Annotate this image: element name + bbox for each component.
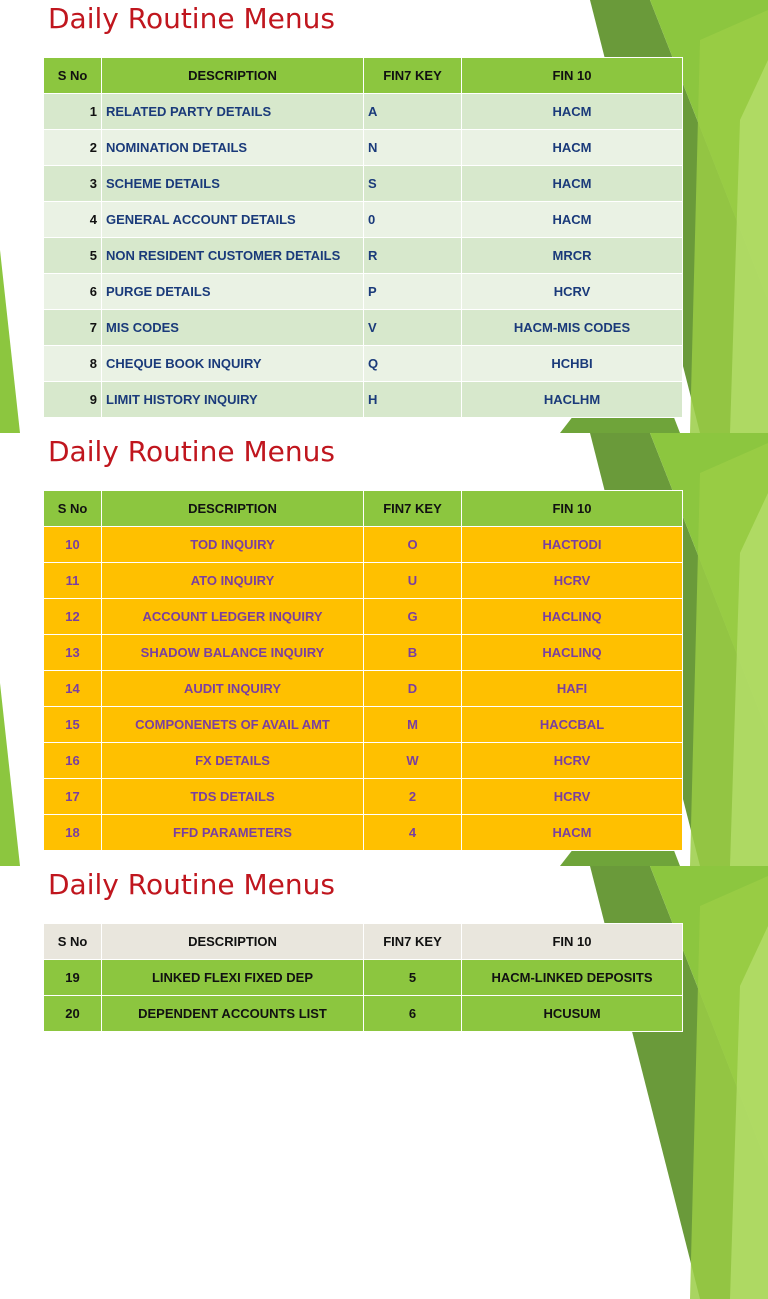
cell-fin10: MRCR bbox=[462, 238, 683, 274]
cell-fin7-key: 2 bbox=[364, 779, 462, 815]
table-row bbox=[44, 238, 683, 274]
table-row bbox=[44, 707, 683, 743]
cell-fin10: HCRV bbox=[462, 274, 683, 310]
table-row bbox=[44, 202, 683, 238]
table-row bbox=[44, 94, 683, 130]
header-sno: S No bbox=[44, 924, 102, 960]
cell-fin7-key: P bbox=[364, 274, 462, 310]
cell-fin10: HACM bbox=[462, 130, 683, 166]
cell-sno: 13 bbox=[44, 635, 102, 671]
cell-description: PURGE DETAILS bbox=[102, 274, 364, 310]
cell-description: ATO INQUIRY bbox=[102, 563, 364, 599]
cell-description: AUDIT INQUIRY bbox=[102, 671, 364, 707]
cell-fin7-key: 0 bbox=[364, 202, 462, 238]
cell-description: TDS DETAILS bbox=[102, 779, 364, 815]
header-sno: S No bbox=[44, 491, 102, 527]
cell-fin7-key: B bbox=[364, 635, 462, 671]
routine-menu-table bbox=[43, 490, 683, 851]
cell-fin10: HCRV bbox=[462, 779, 683, 815]
table-row bbox=[44, 960, 683, 996]
cell-fin10: HCUSUM bbox=[462, 996, 683, 1032]
cell-fin7-key: D bbox=[364, 671, 462, 707]
slide-title: Daily Routine Menus bbox=[48, 435, 335, 468]
cell-sno: 10 bbox=[44, 527, 102, 563]
cell-description: SCHEME DETAILS bbox=[102, 166, 364, 202]
slide-2 bbox=[0, 433, 768, 866]
cell-fin7-key: A bbox=[364, 94, 462, 130]
cell-fin10: HCRV bbox=[462, 743, 683, 779]
cell-fin10: HACM bbox=[462, 815, 683, 851]
cell-fin10: HACM bbox=[462, 202, 683, 238]
header-fin7-key: FIN7 KEY bbox=[364, 924, 462, 960]
cell-fin10: HACLHM bbox=[462, 382, 683, 418]
cell-sno: 5 bbox=[44, 238, 102, 274]
cell-fin7-key: V bbox=[364, 310, 462, 346]
cell-fin7-key: 6 bbox=[364, 996, 462, 1032]
cell-fin10: HACM bbox=[462, 94, 683, 130]
cell-fin7-key: U bbox=[364, 563, 462, 599]
cell-sno: 16 bbox=[44, 743, 102, 779]
cell-fin7-key: W bbox=[364, 743, 462, 779]
cell-fin10: HACM-MIS CODES bbox=[462, 310, 683, 346]
table-row bbox=[44, 563, 683, 599]
cell-description: RELATED PARTY DETAILS bbox=[102, 94, 364, 130]
cell-description: FFD PARAMETERS bbox=[102, 815, 364, 851]
cell-fin7-key: G bbox=[364, 599, 462, 635]
table-row bbox=[44, 130, 683, 166]
table-row bbox=[44, 671, 683, 707]
header-fin7-key: FIN7 KEY bbox=[364, 58, 462, 94]
table-row bbox=[44, 382, 683, 418]
header-fin7-key: FIN7 KEY bbox=[364, 491, 462, 527]
cell-sno: 18 bbox=[44, 815, 102, 851]
cell-description: FX DETAILS bbox=[102, 743, 364, 779]
cell-sno: 6 bbox=[44, 274, 102, 310]
cell-fin7-key: S bbox=[364, 166, 462, 202]
cell-description: MIS CODES bbox=[102, 310, 364, 346]
slide-title: Daily Routine Menus bbox=[48, 2, 335, 35]
cell-description: CHEQUE BOOK INQUIRY bbox=[102, 346, 364, 382]
cell-description: SHADOW BALANCE INQUIRY bbox=[102, 635, 364, 671]
table-row bbox=[44, 779, 683, 815]
slide-3 bbox=[0, 866, 768, 1299]
header-fin10: FIN 10 bbox=[462, 58, 683, 94]
cell-description: DEPENDENT ACCOUNTS LIST bbox=[102, 996, 364, 1032]
cell-fin10: HCHBI bbox=[462, 346, 683, 382]
table-row bbox=[44, 996, 683, 1032]
cell-sno: 15 bbox=[44, 707, 102, 743]
slide-title: Daily Routine Menus bbox=[48, 868, 335, 901]
table-row bbox=[44, 274, 683, 310]
table-row bbox=[44, 635, 683, 671]
header-description: DESCRIPTION bbox=[102, 924, 364, 960]
cell-fin7-key: O bbox=[364, 527, 462, 563]
table-row bbox=[44, 815, 683, 851]
cell-fin7-key: M bbox=[364, 707, 462, 743]
cell-sno: 14 bbox=[44, 671, 102, 707]
cell-fin7-key: N bbox=[364, 130, 462, 166]
cell-sno: 3 bbox=[44, 166, 102, 202]
cell-fin10: HACLINQ bbox=[462, 635, 683, 671]
header-fin10: FIN 10 bbox=[462, 491, 683, 527]
cell-description: LIMIT HISTORY INQUIRY bbox=[102, 382, 364, 418]
cell-fin10: HACM bbox=[462, 166, 683, 202]
table-header-row bbox=[44, 491, 683, 527]
cell-fin10: HACCBAL bbox=[462, 707, 683, 743]
header-sno: S No bbox=[44, 58, 102, 94]
cell-fin7-key: 5 bbox=[364, 960, 462, 996]
cell-description: GENERAL ACCOUNT DETAILS bbox=[102, 202, 364, 238]
cell-sno: 19 bbox=[44, 960, 102, 996]
cell-sno: 12 bbox=[44, 599, 102, 635]
cell-sno: 11 bbox=[44, 563, 102, 599]
cell-fin10: HACTODI bbox=[462, 527, 683, 563]
table-row bbox=[44, 346, 683, 382]
cell-fin10: HAFI bbox=[462, 671, 683, 707]
routine-menu-table bbox=[43, 57, 683, 418]
header-description: DESCRIPTION bbox=[102, 58, 364, 94]
cell-description: NOMINATION DETAILS bbox=[102, 130, 364, 166]
cell-sno: 17 bbox=[44, 779, 102, 815]
cell-fin7-key: H bbox=[364, 382, 462, 418]
cell-description: LINKED FLEXI FIXED DEP bbox=[102, 960, 364, 996]
slide-1 bbox=[0, 0, 768, 433]
cell-description: COMPONENETS OF AVAIL AMT bbox=[102, 707, 364, 743]
cell-fin7-key: Q bbox=[364, 346, 462, 382]
cell-description: ACCOUNT LEDGER INQUIRY bbox=[102, 599, 364, 635]
table-row bbox=[44, 166, 683, 202]
cell-description: TOD INQUIRY bbox=[102, 527, 364, 563]
cell-sno: 20 bbox=[44, 996, 102, 1032]
table-row bbox=[44, 527, 683, 563]
cell-sno: 9 bbox=[44, 382, 102, 418]
cell-sno: 7 bbox=[44, 310, 102, 346]
cell-fin7-key: R bbox=[364, 238, 462, 274]
header-description: DESCRIPTION bbox=[102, 491, 364, 527]
cell-sno: 1 bbox=[44, 94, 102, 130]
table-row bbox=[44, 310, 683, 346]
cell-fin10: HCRV bbox=[462, 563, 683, 599]
cell-fin10: HACLINQ bbox=[462, 599, 683, 635]
table-row bbox=[44, 599, 683, 635]
table-row bbox=[44, 743, 683, 779]
cell-sno: 2 bbox=[44, 130, 102, 166]
header-fin10: FIN 10 bbox=[462, 924, 683, 960]
cell-fin7-key: 4 bbox=[364, 815, 462, 851]
cell-description: NON RESIDENT CUSTOMER DETAILS bbox=[102, 238, 364, 274]
cell-sno: 4 bbox=[44, 202, 102, 238]
routine-menu-table bbox=[43, 923, 683, 1032]
cell-sno: 8 bbox=[44, 346, 102, 382]
cell-fin10: HACM-LINKED DEPOSITS bbox=[462, 960, 683, 996]
table-header-row bbox=[44, 58, 683, 94]
table-header-row bbox=[44, 924, 683, 960]
